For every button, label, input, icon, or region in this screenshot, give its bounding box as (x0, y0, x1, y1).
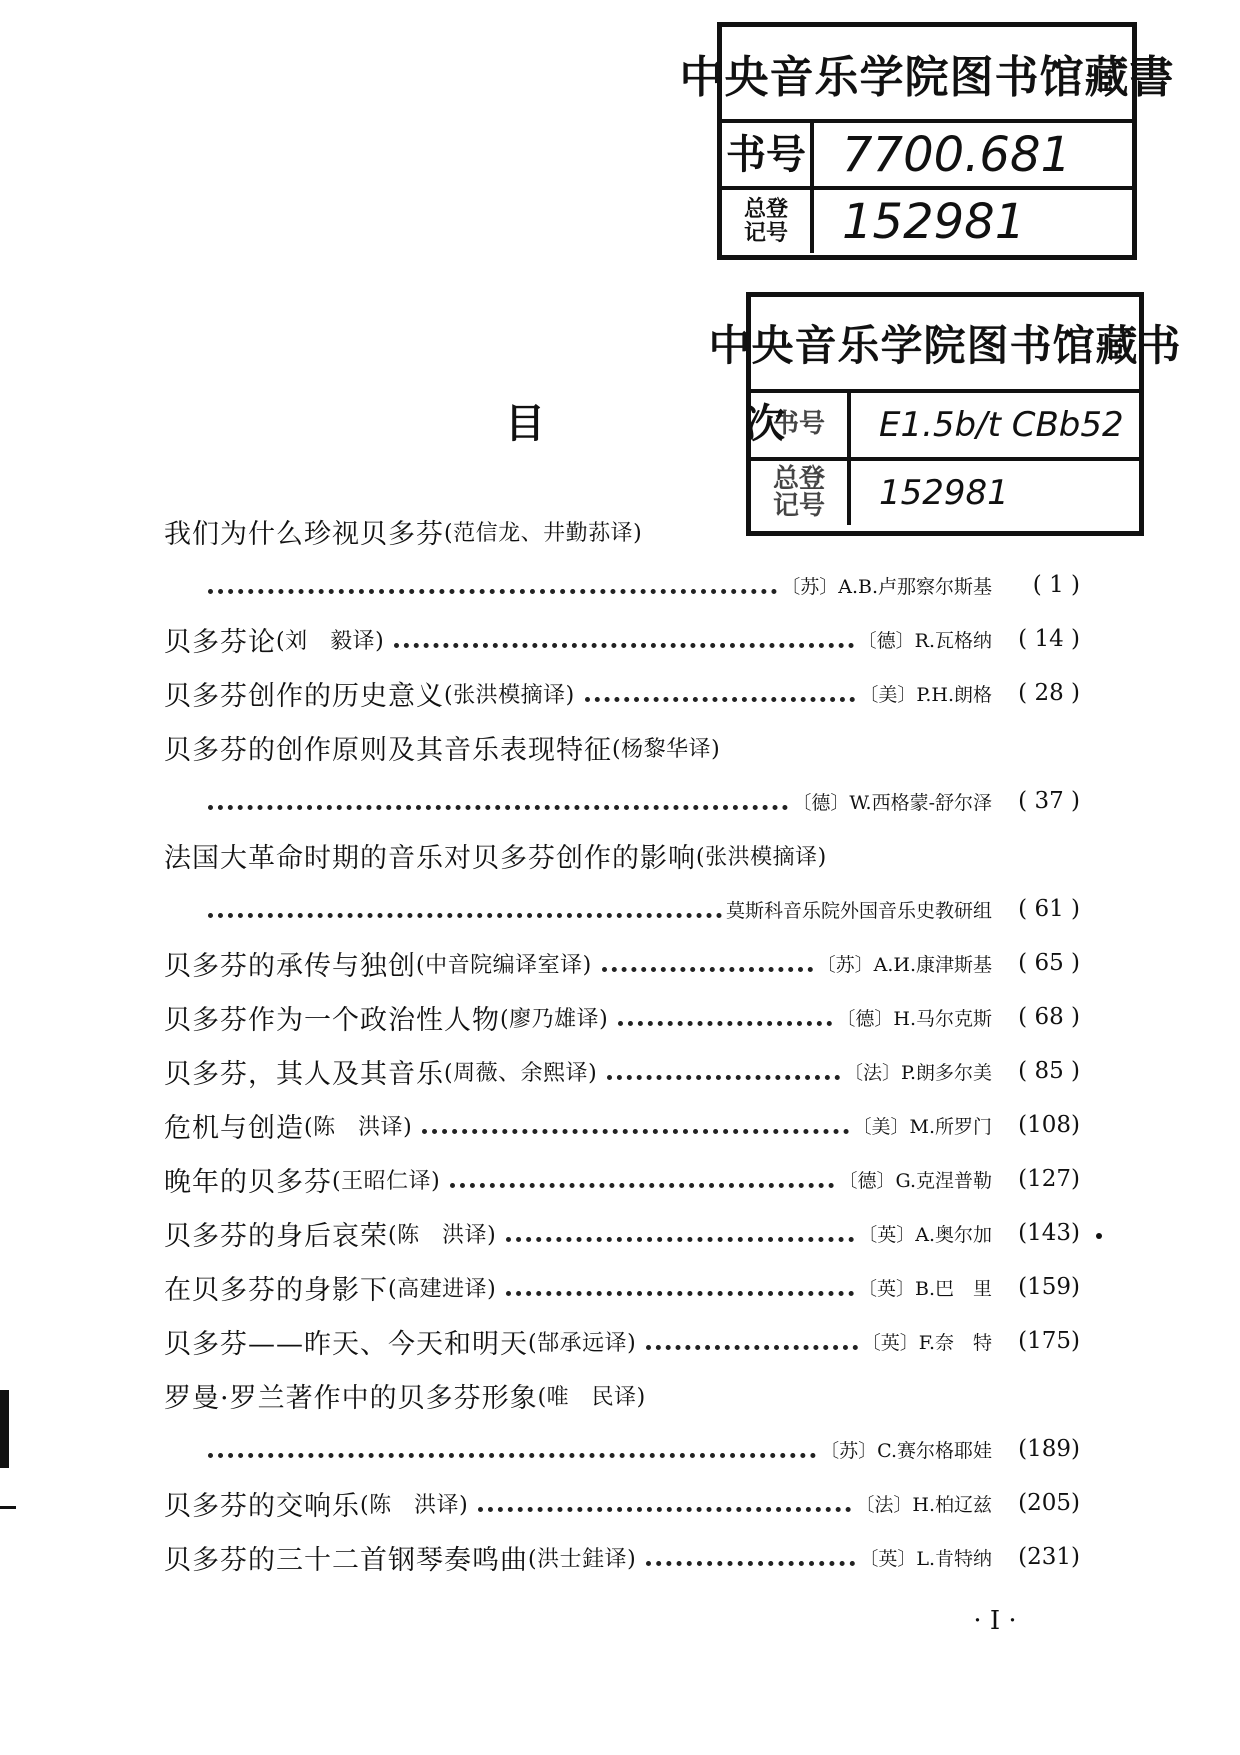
entry-page: ( 61 ) (1018, 896, 1080, 922)
library-stamp-bottom (708, 292, 1182, 536)
library-stamp-top (679, 22, 1175, 260)
dot-leader (478, 1491, 851, 1512)
toc-entry-line (164, 1530, 1080, 1584)
stamp-value-call-number: E1.5b/t CBb52 (879, 405, 1124, 445)
stamp-label-line-2: 记号 (743, 220, 788, 246)
dot-leader (394, 627, 853, 648)
entry-translator: (范信龙、井勤荪译) (444, 520, 643, 546)
toc-entry-line (164, 1044, 1080, 1098)
entry-title: 贝多芬，其人及其音乐 (164, 1058, 444, 1090)
entry-page: ( 1 ) (1032, 572, 1080, 598)
entry-author: 〔苏〕A.B.卢那察尔斯基 (781, 575, 992, 598)
entry-title: 法国大革命时期的音乐对贝多芬创作的影响 (164, 842, 696, 874)
entry-translator: (张洪模摘译) (696, 844, 827, 870)
entry-author: 〔苏〕C.赛尔格耶娃 (820, 1439, 992, 1462)
entry-title: 贝多芬的创作原则及其音乐表现特征 (164, 734, 612, 766)
entry-title: 贝多芬创作的历史意义 (164, 680, 444, 712)
entry-title: 罗曼·罗兰著作中的贝多芬形象 (164, 1382, 538, 1414)
dot-leader (646, 1329, 858, 1350)
entry-translator: (中音院编译室译) (416, 952, 592, 978)
dot-leader (422, 1113, 848, 1134)
entry-page: ( 28 ) (1018, 680, 1080, 706)
toc-entry-line (164, 774, 1080, 828)
entry-translator: (陈 洪译) (388, 1222, 497, 1248)
entry-translator: (陈 洪译) (304, 1114, 413, 1140)
stamp-label-line-2: 记号 (772, 491, 825, 521)
heading-char-right: 次 (745, 401, 785, 447)
stamp-value-registry-number: 152981 (842, 193, 1026, 250)
dot-leader (208, 789, 788, 810)
entry-author: 〔英〕L.肯特纳 (859, 1547, 992, 1570)
stamp-header: 中央音乐学院图书馆藏書 (722, 27, 1132, 123)
entry-author: 莫斯科音乐院外国音乐史教研组 (725, 899, 992, 922)
entry-page: (108) (1018, 1112, 1080, 1138)
dot-leader (618, 1005, 832, 1026)
entry-author: 〔苏〕A.И.康津斯基 (816, 953, 992, 976)
scan-edge-mark (0, 1390, 9, 1468)
entry-title: 晚年的贝多芬 (164, 1166, 332, 1198)
toc-entry (164, 1098, 1080, 1152)
entry-author: 〔德〕W.西格蒙-舒尔泽 (792, 791, 992, 814)
toc-entry (164, 936, 1080, 990)
entry-author: 〔法〕H.柏辽兹 (855, 1493, 992, 1516)
toc-entry-line (164, 1422, 1080, 1476)
dot-leader (585, 681, 856, 702)
toc-entry-line (164, 882, 1080, 936)
stamp-row-call-number (722, 123, 1132, 190)
toc-entry-line (164, 990, 1080, 1044)
dot-leader (607, 1059, 840, 1080)
entry-translator: (刘 毅译) (276, 628, 385, 654)
toc-entry-line (164, 1206, 1080, 1260)
entry-author: 〔法〕P.朗多尔美 (844, 1061, 992, 1084)
entry-translator: (郜承远译) (528, 1330, 637, 1356)
toc-entry-line (164, 666, 1080, 720)
stamp-row-registry-number (722, 190, 1132, 253)
entry-translator: (唯 民译) (537, 1384, 646, 1410)
toc-entry (164, 1206, 1080, 1260)
stamp-header: 中央音乐学院图书馆藏书 (751, 297, 1139, 393)
entry-translator: (廖乃雄译) (500, 1006, 609, 1032)
toc-entry (164, 1260, 1080, 1314)
toc-entry (164, 1152, 1080, 1206)
entry-title: 我们为什么珍视贝多芬 (164, 518, 444, 550)
entry-title: 在贝多芬的身影下 (164, 1274, 388, 1306)
stamp-label-registry-number (722, 190, 814, 253)
entry-translator: (周薇、余熙译) (444, 1060, 598, 1086)
entry-author: 〔德〕H.马尔克斯 (836, 1007, 992, 1030)
toc-entry-line (164, 1152, 1080, 1206)
entry-author: 〔德〕R.瓦格纳 (857, 629, 992, 652)
toc-entry (164, 1314, 1080, 1368)
entry-title: 贝多芬论 (164, 626, 276, 658)
page-number: · I · (973, 1606, 1017, 1636)
dot-leader (646, 1545, 855, 1566)
entry-translator: (洪士銈译) (528, 1546, 637, 1572)
stamp-value-registry-number: 152981 (879, 473, 1009, 513)
toc-entry-line (164, 1260, 1080, 1314)
stamp-value-call-number: 7700.681 (842, 126, 1072, 183)
entry-translator: (张洪模摘译) (444, 682, 575, 708)
toc-entry-line (164, 612, 1080, 666)
entry-title: 贝多芬的交响乐 (164, 1490, 360, 1522)
toc-entry-line (164, 504, 1080, 558)
toc-entry (164, 612, 1080, 666)
toc-entry (164, 1368, 1080, 1476)
stamp-label-call-number: 书号 (751, 393, 851, 457)
entry-page: ( 37 ) (1018, 788, 1080, 814)
toc-entry-line (164, 828, 1080, 882)
entry-page: ( 68 ) (1018, 1004, 1080, 1030)
entry-page: (127) (1018, 1166, 1080, 1192)
entry-translator: (杨黎华译) (612, 736, 721, 762)
scan-edge-mark (0, 1506, 16, 1509)
toc-entry-line (164, 1314, 1080, 1368)
entry-page: ( 14 ) (1018, 626, 1080, 652)
scan-speck (1096, 1233, 1102, 1239)
stamp-row-call-number (751, 393, 1139, 461)
entry-page: (231) (1018, 1544, 1080, 1570)
toc-entry (164, 1044, 1080, 1098)
toc-entry-line (164, 1476, 1080, 1530)
entry-title: 贝多芬作为一个政治性人物 (164, 1004, 500, 1036)
entry-page: (175) (1018, 1328, 1080, 1354)
entry-author: 〔英〕B.巴 里 (857, 1277, 992, 1300)
entry-page: ( 65 ) (1018, 950, 1080, 976)
stamp-label-line-1: 总登 (772, 463, 825, 494)
toc-entry-line (164, 1368, 1080, 1422)
toc-entry (164, 1476, 1080, 1530)
stamp-label-call-number: 书号 (722, 123, 814, 186)
entry-author: 〔美〕M.所罗门 (852, 1115, 992, 1138)
dot-leader (208, 573, 777, 594)
dot-leader (208, 897, 722, 918)
entry-author: 〔德〕G.克涅普勒 (838, 1169, 992, 1192)
toc-entry (164, 990, 1080, 1044)
entry-page: ( 85 ) (1018, 1058, 1080, 1084)
toc-entry-line (164, 720, 1080, 774)
entry-title: 贝多芬的三十二首钢琴奏鸣曲 (164, 1544, 528, 1576)
dot-leader (506, 1221, 854, 1242)
dot-leader (450, 1167, 834, 1188)
entry-page: (189) (1018, 1436, 1080, 1462)
toc-entry (164, 504, 1080, 612)
entry-author: 〔美〕P.H.朗格 (859, 683, 992, 706)
entry-title: 贝多芬的承传与独创 (164, 950, 416, 982)
dot-leader (506, 1275, 854, 1296)
toc-entry-line (164, 558, 1080, 612)
toc-entry (164, 666, 1080, 720)
entry-author: 〔英〕A.奥尔加 (858, 1223, 992, 1246)
entry-page: (205) (1018, 1490, 1080, 1516)
entry-page: (143) (1018, 1220, 1080, 1246)
table-of-contents (164, 504, 1080, 1584)
contents-heading (505, 392, 785, 449)
entry-title: 危机与创造 (164, 1112, 304, 1144)
entry-title: 贝多芬——昨天、今天和明天 (164, 1328, 528, 1360)
heading-char-left: 目 (505, 401, 545, 447)
entry-translator: (王昭仁译) (332, 1168, 441, 1194)
entry-page: (159) (1018, 1274, 1080, 1300)
toc-entry (164, 828, 1080, 936)
entry-translator: (高建进译) (388, 1276, 497, 1302)
entry-title: 贝多芬的身后哀荣 (164, 1220, 388, 1252)
entry-author: 〔英〕F.奈 特 (861, 1331, 992, 1354)
toc-entry-line (164, 1098, 1080, 1152)
toc-entry-line (164, 936, 1080, 990)
dot-leader (208, 1437, 816, 1458)
dot-leader (602, 951, 813, 972)
entry-translator: (陈 洪译) (360, 1492, 469, 1518)
toc-entry (164, 1530, 1080, 1584)
stamp-label-line-1: 总登 (743, 197, 788, 223)
toc-entry (164, 720, 1080, 828)
